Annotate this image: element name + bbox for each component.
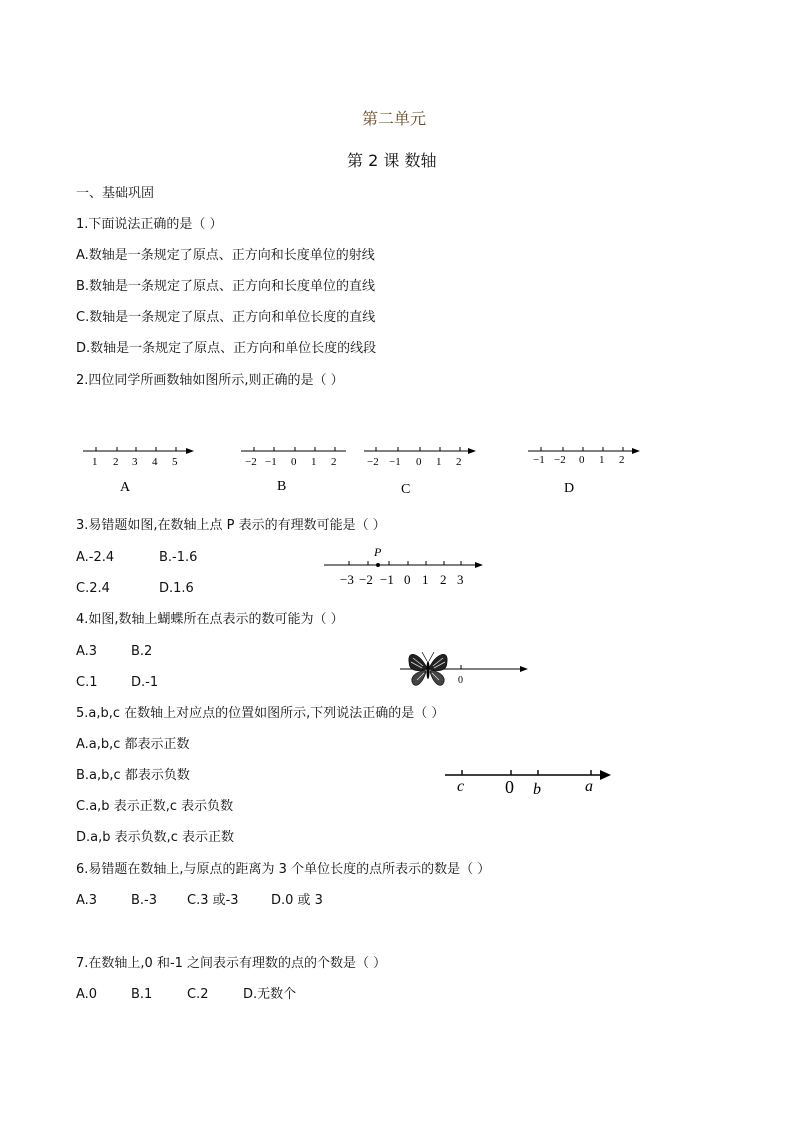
tick-label: 4 bbox=[152, 456, 158, 468]
figure-label-b: B bbox=[277, 479, 287, 494]
tick-label: 2 bbox=[113, 456, 119, 468]
figure-label-c: C bbox=[401, 482, 411, 497]
butterfly-icon bbox=[409, 652, 447, 685]
question-4-number-line bbox=[395, 648, 535, 690]
figure-label-d: D bbox=[564, 481, 575, 496]
question-2-number-line-figures bbox=[0, 435, 794, 505]
tick-label: 3 bbox=[457, 572, 464, 587]
question-1-option-c: C.数轴是一条规定了原点、正方向和单位长度的直线 bbox=[76, 310, 376, 325]
tick-label: 1 bbox=[436, 456, 442, 468]
tick-label: 1 bbox=[599, 454, 605, 466]
tick-label: 0 bbox=[579, 454, 585, 466]
question-7-option-a: A.0 bbox=[76, 987, 98, 1002]
tick-label: 1 bbox=[311, 456, 317, 468]
tick-label: 1 bbox=[92, 456, 98, 468]
question-4-option-c: C.1 bbox=[76, 675, 98, 690]
question-4-stem: 4.如图,数轴上蝴蝶所在点表示的数可能为（ ） bbox=[76, 612, 344, 627]
number-line-d bbox=[528, 447, 640, 496]
label-zero: 0 bbox=[505, 777, 514, 797]
label-b: b bbox=[533, 781, 541, 798]
question-2-stem: 2.四位同学所画数轴如图所示,则正确的是（ ） bbox=[76, 373, 344, 388]
point-p-label: P bbox=[374, 545, 382, 559]
tick-label: 3 bbox=[132, 456, 138, 468]
question-5-number-line bbox=[440, 762, 620, 802]
question-3-option-a: A.-2.4 bbox=[76, 550, 115, 565]
tick-label: 2 bbox=[440, 572, 447, 587]
question-3-number-line bbox=[320, 542, 490, 590]
tick-label: 0 bbox=[404, 572, 411, 587]
section-heading: 一、基础巩固 bbox=[76, 186, 155, 201]
point-p-dot bbox=[376, 563, 380, 567]
number-line-b bbox=[241, 447, 346, 494]
question-4-option-b: B.2 bbox=[131, 644, 153, 659]
tick-label: 5 bbox=[172, 456, 178, 468]
question-5-option-a: A.a,b,c 都表示正数 bbox=[76, 737, 190, 752]
tick-label: 2 bbox=[619, 454, 625, 466]
tick-label: −2 bbox=[554, 454, 566, 466]
question-5-option-d: D.a,b 表示负数,c 表示正数 bbox=[76, 830, 235, 845]
question-7-stem: 7.在数轴上,0 和-1 之间表示有理数的点的个数是（ ） bbox=[76, 956, 387, 971]
question-4-option-a: A.3 bbox=[76, 644, 98, 659]
number-line-c bbox=[364, 447, 476, 497]
tick-label: −3 bbox=[340, 572, 354, 587]
zero-label: 0 bbox=[458, 675, 463, 686]
tick-label: 1 bbox=[422, 572, 429, 587]
tick-label: 0 bbox=[416, 456, 422, 468]
question-6-option-a: A.3 bbox=[76, 893, 98, 908]
tick-label: 2 bbox=[331, 456, 337, 468]
question-3-option-d: D.1.6 bbox=[159, 581, 194, 596]
question-1-option-a: A.数轴是一条规定了原点、正方向和长度单位的射线 bbox=[76, 248, 375, 263]
tick-label: −2 bbox=[359, 572, 373, 587]
lesson-title: 第 2 课 数轴 bbox=[347, 151, 437, 170]
question-5-stem: 5.a,b,c 在数轴上对应点的位置如图所示,下列说法正确的是（ ） bbox=[76, 706, 445, 721]
question-1-stem: 1.下面说法正确的是（ ） bbox=[76, 217, 223, 232]
question-1-option-b: B.数轴是一条规定了原点、正方向和长度单位的直线 bbox=[76, 279, 376, 294]
question-5-option-c: C.a,b 表示正数,c 表示负数 bbox=[76, 799, 234, 814]
question-6-stem: 6.易错题在数轴上,与原点的距离为 3 个单位长度的点所表示的数是（ ） bbox=[76, 862, 491, 877]
question-7-option-c: C.2 bbox=[187, 987, 209, 1002]
question-4-option-d: D.-1 bbox=[131, 675, 159, 690]
question-7-option-d: D.无数个 bbox=[243, 987, 297, 1002]
tick-label: 0 bbox=[291, 456, 297, 468]
tick-label: −1 bbox=[533, 454, 545, 466]
question-6-option-d: D.0 或 3 bbox=[271, 893, 323, 908]
question-3-option-c: C.2.4 bbox=[76, 581, 110, 596]
figure-label-a: A bbox=[120, 480, 131, 495]
question-6-option-b: B.-3 bbox=[131, 893, 158, 908]
tick-label: −1 bbox=[389, 456, 401, 468]
question-3-stem: 3.易错题如图,在数轴上点 P 表示的有理数可能是（ ） bbox=[76, 518, 386, 533]
question-5-option-b: B.a,b,c 都表示负数 bbox=[76, 768, 190, 783]
label-c: c bbox=[457, 778, 465, 795]
label-a: a bbox=[585, 778, 593, 795]
tick-label: 2 bbox=[456, 456, 462, 468]
question-3-option-b: B.-1.6 bbox=[159, 550, 198, 565]
question-6-option-c: C.3 或-3 bbox=[187, 893, 239, 908]
question-7-option-b: B.1 bbox=[131, 987, 153, 1002]
tick-label: −1 bbox=[380, 572, 394, 587]
tick-label: −2 bbox=[367, 456, 379, 468]
tick-label: −1 bbox=[265, 456, 277, 468]
question-1-option-d: D.数轴是一条规定了原点、正方向和单位长度的线段 bbox=[76, 341, 377, 356]
unit-title: 第二单元 bbox=[362, 109, 427, 128]
tick-label: −2 bbox=[245, 456, 257, 468]
number-line-a bbox=[83, 447, 194, 495]
